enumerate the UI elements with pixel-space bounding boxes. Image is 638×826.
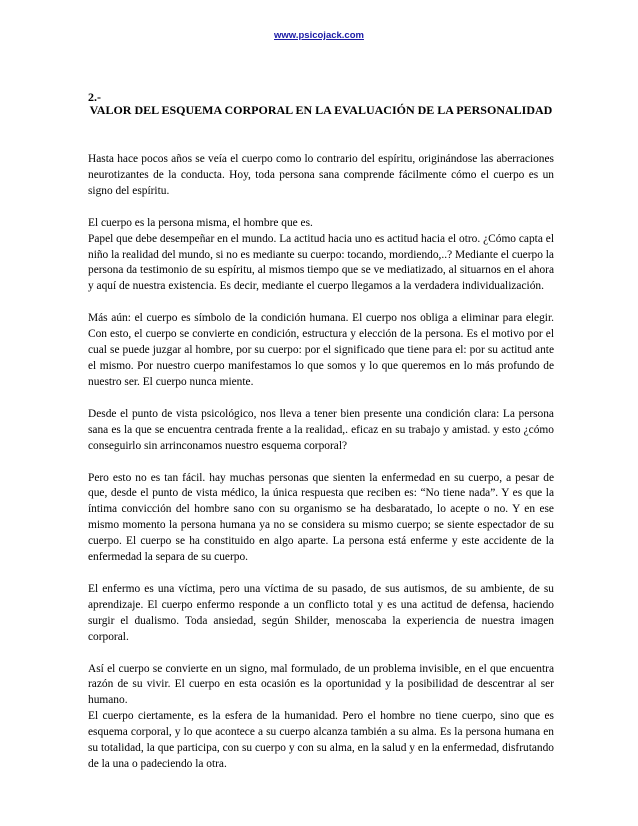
paragraph: El cuerpo es la persona misma, el hombre que es.	[88, 216, 313, 229]
section-number: 2.-	[88, 90, 101, 104]
paragraph: Así el cuerpo se convierte en un signo, mal formulado, de un problema invisible, en el que encuentra razón de su vivir. El cuerpo en esta ocasión es la oportunidad y la posibilidad de descentrar al ser humano.	[88, 662, 554, 707]
paragraph: El enfermo es una víctima, pero una víctima de su pasado, de sus autismos, de su ambiente, de su aprendizaje. El cuerpo enfermo responde a un conflicto total y es una actitud de defensa, haciendo surgir el dualismo. Toda ansiedad, según Shilder, menoscaba la experiencia de nuestra imagen corporal.	[88, 582, 554, 643]
document-title: VALOR DEL ESQUEMA CORPORAL EN LA EVALUACIÓN DE LA PERSONALIDAD	[89, 103, 553, 117]
site-link[interactable]: www.psicojack.com	[274, 30, 364, 41]
paragraph: Hasta hace pocos años se veía el cuerpo como lo contrario del espíritu, originándose las aberraciones neurotizantes de la conducta. Hoy, toda persona sana comprende fácilmente cómo el cuerpo es un signo del espíritu.	[88, 153, 554, 197]
paragraph: Desde el punto de vista psicológico, nos lleva a tener bien presente una condición clara: La persona sana es la que se encuentra centrada frente a la realidad,. eficaz en su trabajo y amistad. y esto ¿cómo conseguirlo sin arrinconamos nuestro esquema corporal?	[88, 407, 554, 452]
paragraph: Papel que debe desempeñar en el mundo. La actitud hacia uno es actitud hacia el otro. ¿Cómo capta el niño la realidad del mundo, si no es mediante su cuerpo: tocando, mordiendo,..? Mediante el cuerpo la persona da testimonio de su espíritu, al mismos tiempo que se ve mediatizado, al situarnos en el ahora y aquí de nuestra existencia. Es decir, mediante el cuerpo llegamos a la verdadera individualización.	[88, 232, 554, 293]
paragraph: El cuerpo ciertamente, es la esfera de la humanidad. Pero el hombre no tiene cuerpo, sino que es esquema corporal, y lo que acontece a su cuerpo alcanza también a su alma. Es la persona humana en su totalidad, la que participa, con su cuerpo y con su alma, en la salud y en la enfermedad, disfrutando de la una o padeciendo la otra.	[88, 710, 554, 770]
paragraph: Más aún: el cuerpo es símbolo de la condición humana. El cuerpo nos obliga a eliminar para elegir. Con esto, el cuerpo se convierte en condición, estructura y elección de la persona. Es el motivo por el cual se puede juzgar al hombre, por su cuerpo: por el significado que tiene para el: por su actitud ante el mismo. Por nuestro cuerpo manifestamos lo que somos y lo que queremos en lo más profundo de nuestro ser. El cuerpo nunca miente.	[88, 312, 554, 388]
paragraph: Pero esto no es tan fácil. hay muchas personas que sienten la enfermedad en su cuerpo, a pesar de que, desde el punto de vista médico, la única respuesta que reciben es: “No tiene nada”. Y es que la íntima convicción del hombre sano con su organismo se ha desbaratado, lo acepte o no. Y en ese mismo momento la persona humana ya no se considera su mismo cuerpo; se siente espectador de su cuerpo. El cuerpo se ha constituido en algo aparte. La persona está enferme y este accidente de la enfermedad la separa de su cuerpo.	[88, 471, 554, 564]
document-body	[88, 152, 554, 773]
